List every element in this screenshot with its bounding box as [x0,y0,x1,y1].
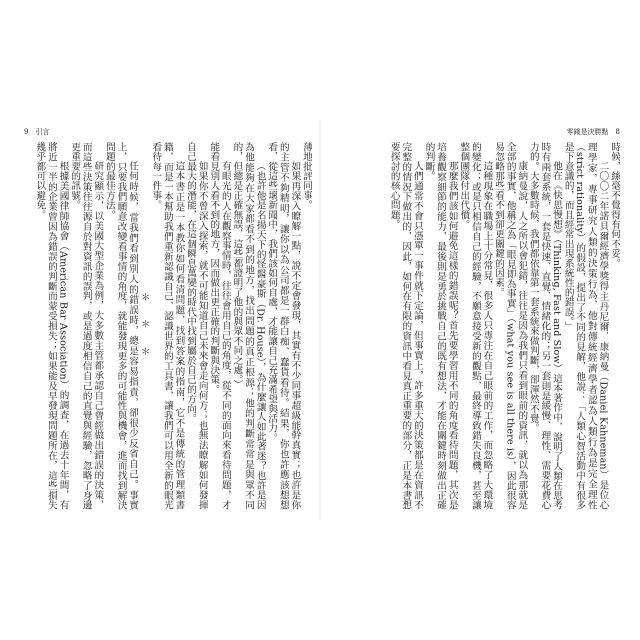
left-body-text [24,142,312,510]
section-break: ＊ ＊ ＊ [138,292,150,360]
left-paragraph: 如果再深入瞭解一點，說不定會發現，其實有不少同事超級能幹真實；也許是你的主管不夠精明，讓你以為公司都是一群白痴、蠢貨看待。結果，你也許應該想想看，從這些壞新聞中，我們該如何自處，才能讓自己充滿希望與活力。 [266,142,301,510]
left-paragraph: 有眼光的人在觀察事情時，往往會用自己的角度，從不同的面向來看待問題，才能看見別人看不到的地方，因而做出更正確的判斷與決策。 [208,142,231,510]
right-paragraph: 這種現象在職場上十分常見，很多人只專注在自己眼前的工作，而忽略了大環境的變化；或是只相信自己的經驗，不願意接受新的觀點，最終導致錯失良機，甚至讓整個團隊付出代價。 [458,142,493,510]
left-paragraph: 薄地批評同事。 [301,142,312,210]
left-paragraph: 研究顯示，以美國大型企業為例，大多數主管都承認自己曾經做出錯誤的決策，而這些決策往往源自於對資訊的誤判，或是過度相信自己的直覺與經驗，忽略了身邊更重要的訊號。 [69,142,104,510]
left-paragraph: 任何時候，當我們看到別人的錯誤時，總是容易指責，卻很少反省自己。事實上，只要我們願意改變看事情的角度，就能發現更多的可能性與機會，進而找到解決問題的最佳方法。 [103,142,139,510]
right-body-text [332,142,620,510]
left-paragraph: 如果你不曾深入探索，就不可能知道自己未來會走向何方；也無法瞭解如何發揮自己最大的潛能，在這個瞬息萬變的時代中找到屬於自己的方向。 [185,142,208,510]
left-paragraph: 這本書正是一本教你如何看清問題、找到答案的指南，它不是傳統的管理類書籍，而是一本幫助我們重新認識自己、認識世界的工具書，讓我們可以用全新的眼光看待每一件事。 [150,142,185,510]
right-paragraph: 人們通常不會只憑單一事件就下定論，但事實上，許多重大的決策都是在資訊不完整的情況下做出的，因此，如何在有限的資訊中看見真正重要的部分，正是本書想要探討的核心問題。 [388,142,423,510]
right-paragraph: 他在《快思慢想》（Thinking, Fast and Slow）這本著作中，說明了人類在思考時有兩套系統，一套是快速、直覺、情緒化的；另一套則是緩慢、理性、需要花費心力的。大多數時候，我們都依靠第一套系統來做判斷，卻渾然不覺。 [527,142,563,510]
right-paragraph: 康納曼說，人之所以會犯錯，往往是因為我們只看到眼前的資訊，就以為那就是全部的事實，他稱之為「眼見即為事實」（what you see is all there is），因此很容易忽略那些看不到卻更關鍵的因素。 [493,142,528,510]
right-running-head: 零錢是決勝點 8 [566,128,620,136]
left-running-head: 9 引言 [24,128,50,136]
right-paragraph: 那麼我們該如何避免這樣的錯誤呢？首先要學習用不同的角度看待問題，其次是培養觀察細節的能力，最後則是勇於挑戰自己的既有想法，才能在關鍵時刻做出正確的判斷。 [423,142,458,510]
left-paragraph: （也許他是名揚天下的怪醫豪斯（Dr. House），為什麼讓人如此著迷？也許是因為他能夠在大家都看不到的地方，找出問題的真正根源；他的判斷常常是與眾不同的，但總是正確無誤，這些都證明了他的與眾不同之處。） [231,142,266,510]
left-page [24,128,312,510]
book-gutter [318,120,322,520]
right-paragraph: 二〇〇二年諾貝爾經濟學獎得主丹尼爾．康納曼（Daniel Kahneman）是位心理學家，專事研究人類的決策行為，他對傳統經濟學者認為人類行為是完全理性（strict rationality）的假設，提出了不同的見解，他說：「人類心智活動中有很多是下意識的，而且經常出現系統性的錯誤。」 [562,142,609,510]
right-page [332,128,620,510]
right-paragraph: 時候，絲毫不覺得有何不妥。 [609,142,620,269]
left-paragraph: 根據美國律師協會（American Bar Association）的調查，在過去十年間，有將近一半的企業曾因為錯誤的判斷而蒙受損失；如果能及早發現問題所在，這些損失幾乎都可以避免。 [34,142,69,510]
